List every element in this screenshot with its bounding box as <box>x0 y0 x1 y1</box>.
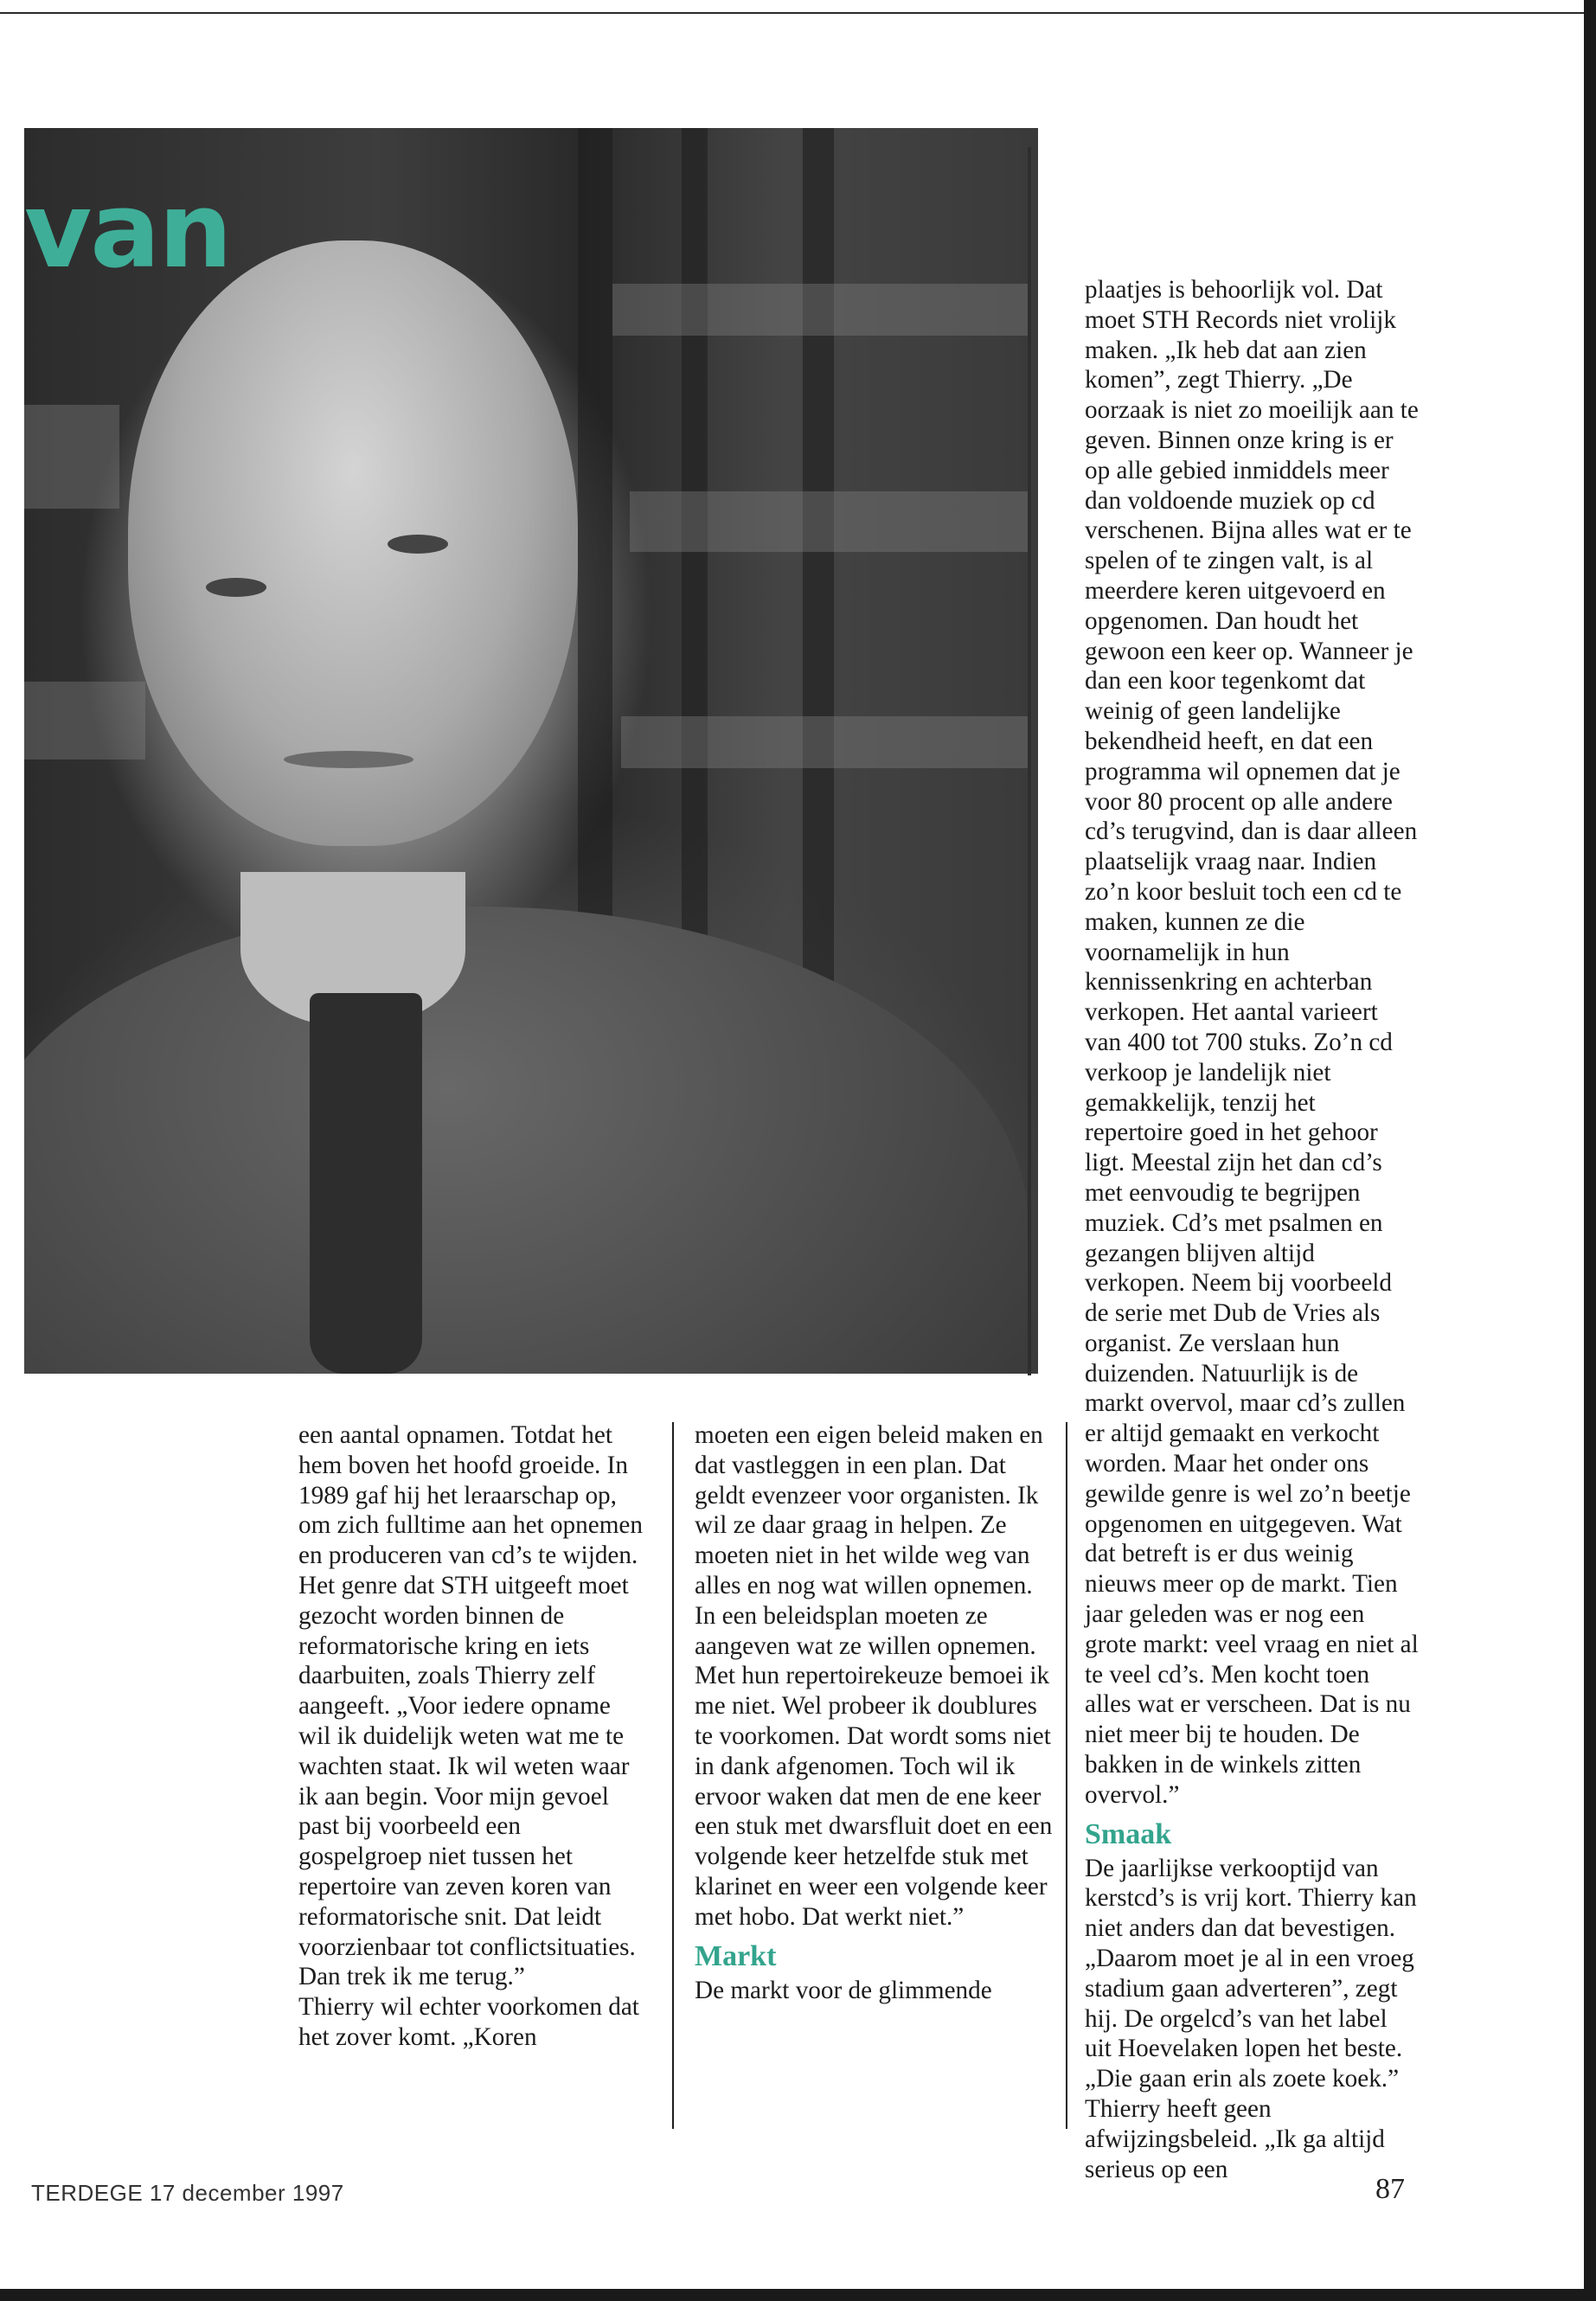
column-divider <box>672 1422 674 2129</box>
column-3-paragraph-2: De jaarlijkse verkooptijd van kerstcd’s is vrij kort. Thierry kan niet anders dan dat bevestigen. „Daarom moet je al in een vroeg stadium gaan adverteren”, zegt hij. De orgelcd’s van het label uit Hoevelaken lopen het beste. „Die gaan erin als zoete koek.” <box>1085 1854 1417 2093</box>
portrait-eye-right <box>388 535 448 554</box>
column-2-paragraph: moeten een eigen beleid maken en dat vastleggen in een plan. Dat geldt evenzeer voor organisten. Ik wil ze daar graag in helpen. Ze moeten niet in het wilde weg van alles en nog wat willen opnemen. In een beleidsplan moeten ze aangeven wat ze willen opnemen. Met hun repertoirekeuze bemoei ik me niet. Wel probeer ik doublures te voorkomen. Dat wordt soms niet in dank afgenomen. Toch wil ik ervoor waken dat men de ene keer een stuk met dwarsfluit doet en een volgende keer hetzelfde stuk met klarinet en weer een volgende keer met hobo. Dat werkt niet.” <box>695 1421 1053 1931</box>
portrait-mouth <box>284 751 413 768</box>
portrait-eye-left <box>206 578 266 597</box>
photo-overlay-word: van <box>24 171 231 292</box>
subheading-smaak: Smaak <box>1085 1817 1172 1850</box>
publication-footer: TERDEGE 17 december 1997 <box>31 2180 344 2206</box>
article-column-2 <box>695 1420 1056 2005</box>
portrait-photo <box>24 128 1038 1374</box>
column-1-paragraph: een aantal opnamen. Totdat het hem boven het hoofd groeide. In 1989 gaf hij het leraarschap op, om zich fulltime aan het opnemen en produceren van cd’s te wijden. <box>298 1421 643 1570</box>
photo-edge <box>1028 147 1031 1375</box>
portrait-tie <box>310 993 422 1374</box>
top-rule <box>0 12 1596 14</box>
article-column-1 <box>298 1420 646 2053</box>
scan-edge-bottom <box>0 2289 1596 2301</box>
column-3-paragraph-3: Thierry heeft geen afwijzingsbeleid. „Ik ga altijd serieus op een <box>1085 2095 1385 2183</box>
column-1-paragraph-3: Thierry wil echter voorkomen dat het zover komt. „Koren <box>298 1993 639 2051</box>
column-3-paragraph: plaatjes is behoorlijk vol. Dat moet STH Records niet vrolijk maken. „Ik heb dat aan zien komen”, zegt Thierry. „De oorzaak is niet zo moeilijk aan te geven. Binnen onze kring is er op alle gebied inmiddels meer dan voldoende muziek op cd verschenen. Bijna alles wat er te spelen of te zingen valt, is al meerdere keren uitgevoerd en opgenomen. Dan houdt het gewoon een keer op. Wanneer je dan een koor tegenkomt dat weinig of geen landelijke bekendheid heeft, en dat een programma wil opnemen dat je voor 80 procent op alle andere cd’s terugvind, dan is daar alleen plaatselijk vraag naar. Indien zo’n koor besluit toch een cd te maken, kunnen ze die voornamelijk in hun kennissenkring en achterban verkopen. Het aantal varieert van 400 tot 700 stuks. Zo’n cd verkoop je landelijk niet gemakkelijk, tenzij het repertoire goed in het gehoor ligt. Meestal zijn het dan cd’s met eenvoudig te begrijpen muziek. Cd’s met psalmen en gezangen blijven altijd verkopen. Neem bij voorbeeld de serie met Dub de Vries als organist. Ze verslaan hun duizenden. Natuurlijk is de markt overvol, maar cd’s zullen er altijd gemaakt en verkocht worden. Maar het onder ons gewilde genre is wel zo’n beetje opgenomen en uitgegeven. Wat dat betreft is er dus weinig nieuws meer op de markt. Tien jaar geleden was er nog een grote markt: veel vraag en niet al te veel cd’s. Men kocht toen alles wat er verscheen. Dat is nu niet meer bij te houden. De bakken in de winkels zitten overvol.” <box>1085 276 1419 1809</box>
page-number: 87 <box>1375 2173 1405 2205</box>
article-column-3 <box>1085 275 1419 2184</box>
subheading-markt: Markt <box>695 1939 777 1972</box>
portrait-shoulders <box>24 907 1028 1374</box>
column-2-paragraph-2: De markt voor de glimmende <box>695 1976 992 2004</box>
column-divider <box>1066 1422 1067 2129</box>
scan-edge-right <box>1584 0 1596 2301</box>
column-1-paragraph-2: Het genre dat STH uitgeeft moet gezocht worden binnen de reformatorische kring en iets daarbuiten, zoals Thierry zelf aangeeft. „Voor iedere opname wil ik duidelijk weten wat me te wachten staat. Ik wil weten waar ik aan begin. Voor mijn gevoel past bij voorbeeld een gospelgroep niet tussen het repertoire van zeven koren van reformatorische snit. Dat leidt voorzienbaar tot conflictsituaties. Dan trek ik me terug.” <box>298 1571 636 1991</box>
